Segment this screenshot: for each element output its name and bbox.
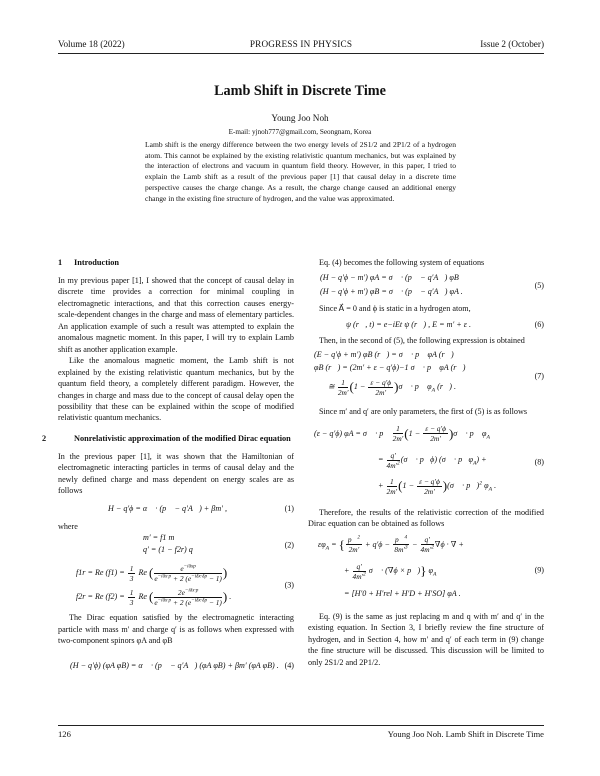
equation-2b: q′ = (1 − f2r) q [143,544,193,554]
header-rule [58,53,544,54]
equation-7: (E − q′ϕ + m′) φB (r⃗) = σ⃗ · p⃗ φA (r⃗) φB (r⃗) = (2m′ + ε − q′ϕ)−1 σ⃗ · p⃗ φA (r⃗) ≅ $\frac{1}{2m'}$ (1 − $\frac{\varepsilon - q'\phi}{2m'}$ )σ⃗ · p⃗ $\varphi_A$ (r⃗) . (7) [314,350,544,397]
equation-5b: (H − q′ϕ + m′) φB = σ⃗ · (p⃗ − q′A⃗) φA . [320,287,463,297]
section-title: Introduction [74,258,120,267]
equation-6 [308,315,544,335]
equation-8: (ε − q′ϕ) φA = σ⃗ · p⃗ $\frac{1}{2m'}$ (1 − $\frac{\varepsilon - q'\phi}{2m'}$ )σ⃗ · p⃗ $\varphi_A$ = $\frac{q'}{4m'^2}$ (σ⃗ · p⃗ϕ) (σ⃗ · $p⃗\varphi_A$) + + $\frac{1}{2m'}$ (1 − $\frac{\varepsilon - q'\phi}{2m'}$ )(σ⃗ · p⃗)$^2$ $\varphi_A$ . (8) [314,424,544,496]
issue-label: Issue 2 (October) [480,39,544,49]
right-paragraph-1: Eq. (4) becomes the following system of equations [319,258,485,267]
right-paragraph-6: Eq. (9) is the same as just replacing m and q with m′ and q′ in the existing equation. In Section 3, I briefly review the fine structure of hydrogen, and in Section 4, how m′ and q′ of each term in (9) change the fine structure will be discussed. This discussion will be limited to only 2S1/2 and 2P1/2. [308,611,544,667]
equation-8a-lhs: (ε − q′ϕ) φA = σ⃗ · p⃗ [314,428,390,438]
equation-number: (7) [534,371,544,381]
page-number: 126 [58,729,71,739]
equation-9: $\varepsilon\varphi_A$ = { $\frac{p⃗^2}{2m'}$ + q′ϕ − $\frac{p⃗^4}{8m'^3}$ − $\frac{q'}{4m'^2}$ ∇ϕ · ∇ + + $\frac{q'}{4m'^2}$ σ⃗ · (∇ϕ × p⃗)} $\varphi_A$ = [H′0 + H′rel + H′D + H′SO] φA . (9) [308,532,544,608]
section-number: 1 [58,258,63,267]
right-paragraph-5: Therefore, the results of the relativistic correction of the modified Dirac equation can be obtained as follows [308,507,544,529]
equation-1-body: H − q′ϕ = α⃗ · (p⃗ − q′A⃗) + βm′ , [108,503,227,513]
paper-author: Young Joo Noh [271,113,329,123]
equation-number: (6) [534,319,544,329]
equation-number: (9) [534,564,544,574]
equation-7a: (E − q′ϕ + m′) φB (r⃗) = σ⃗ · p⃗ φA (r⃗) [314,350,454,360]
equation-6-body: ψ (r⃗, t) = e−iEt ψ (r⃗) , E = m′ + ε . [346,319,471,329]
paper-title: Lamb Shift in Discrete Time [214,83,386,99]
intro-paragraph-1: In my previous paper [1], I showed that the concept of causal delay in discrete time provides a correction for minimal coupling in electromagnetic interactions, and that this correction causes energy-scale-dependent changes in the charge and mass of elementary particles. An application example of such a result was attempted to explain the anomalous magnetic moment. In this paper, I will try to explain Lamb shift as another application example. [58,276,294,354]
where-label: where [58,521,78,531]
section-title: Nonrelativistic approximation of the modified Dirac equation [74,433,291,443]
equation-2 [58,532,294,558]
equation-4 [58,651,294,681]
section-number: 2 [42,433,47,443]
equation-3: f1r = Re (f1) = $\frac{1}{3}$ Re ( $\frac{e^{-i\delta xp}}{e^{-i\delta x\cdot p} + 2 (e^{-i\delta x\cdot\delta p} - 1)}$ ) f2r = Re (f2) = $\frac{1}{3}$ Re ( $\frac{2e^{-i\delta x\cdot p}}{e^{-i\delta x\cdot p} + 2 (e^{-i\delta x\cdot\delta p} - 1)}$ ) . (3) [76,563,294,607]
section-2-paragraph-2: The Dirac equation satisfied by the electromagnetic interacting particle with mass m′ and charge q′ is as follows when expressed with two-component spinors φA and φB [58,613,294,646]
right-paragraph-3: Then, in the second of (5), the following expression is obtained [319,335,525,345]
equation-number: (8) [534,457,544,467]
footer-running-title: Young Joo Noh. Lamb Shift in Discrete Time [387,729,544,739]
equation-9-last: = [H′0 + H′rel + H′D + H′SO] φA . [344,589,461,598]
equation-4-body: (H − q′ϕ) (φA φB) = α⃗ · (p⃗ − q′A⃗) (φA φB) + βm′ (φA φB) . [70,660,279,670]
equation-number: (1) [284,503,294,513]
running-header [58,39,544,53]
equation-3b-lhs: f2r = Re (f2) = [76,592,125,602]
journal-name: PROGRESS IN PHYSICS [249,39,353,49]
equation-7b: φB (r⃗) = (2m′ + ε − q′ϕ)−1 σ⃗ · p⃗ φA (r⃗) [314,363,466,373]
equation-5a: (H − q′ϕ − m′) φA = σ⃗ · (p⃗ − q′A⃗) φB [320,273,459,283]
right-column [308,257,544,668]
footer-rule [58,725,544,726]
equation-1 [58,497,294,521]
intro-paragraph-2: Like the anomalous magnetic moment, the Lamb shift is not explained by the existing relativistic quantum mechanics, but by the quantum field theory, a completely different paradigm. However, the changes in charge and mass due to the concept of causal delay open the possibility that these can be explained within the scope of modified relativistic quantum mechanics. [58,356,294,423]
section-1-heading [58,257,294,268]
equation-number: (4) [284,660,294,670]
section-2-heading [42,433,294,444]
equation-number: (3) [284,580,294,590]
abstract: Lamb shift is the energy difference between the two energy levels of 2S1/2 and 2P1/2 of a hydrogen atom. This cannot be explained by the existing relativistic quantum mechanics, but was explained by the interaction of electrons and vacuum in quantum field theory. However, in this paper, I tried to explain the Lamb shift as a result of the previous paper [1] that causal delay in a discrete time perspective causes the charge change. As a result, the charge change caused an additional energy change in the existing fine structure of hydrogen, and the value was approximated. [145,140,456,203]
equation-2a: m′ = f1 m [143,533,175,543]
equation-3a-lhs: f1r = Re (f1) = [76,568,125,578]
volume-label: Volume 18 (2022) [58,39,125,49]
right-paragraph-4: Since m′ and q′ are only parameters, the first of (5) is as follows [319,407,527,417]
left-column [42,257,294,681]
equation-number: (5) [534,281,544,291]
equation-5 [308,271,544,301]
right-paragraph-2: Since A⃗ = 0 and ϕ is static in a hydrogen atom, [319,304,471,314]
equation-number: (2) [284,540,294,550]
section-2-paragraph-1: In the previous paper [1], it was shown that the Hamiltonian of electromagnetic interacting particles in terms of causal delay and the newly defined charge and mass dependent on energy scales are as follows [58,451,294,496]
author-email: E-mail: yjnoh777@gmail.com, Seongnam, Korea [228,128,372,136]
